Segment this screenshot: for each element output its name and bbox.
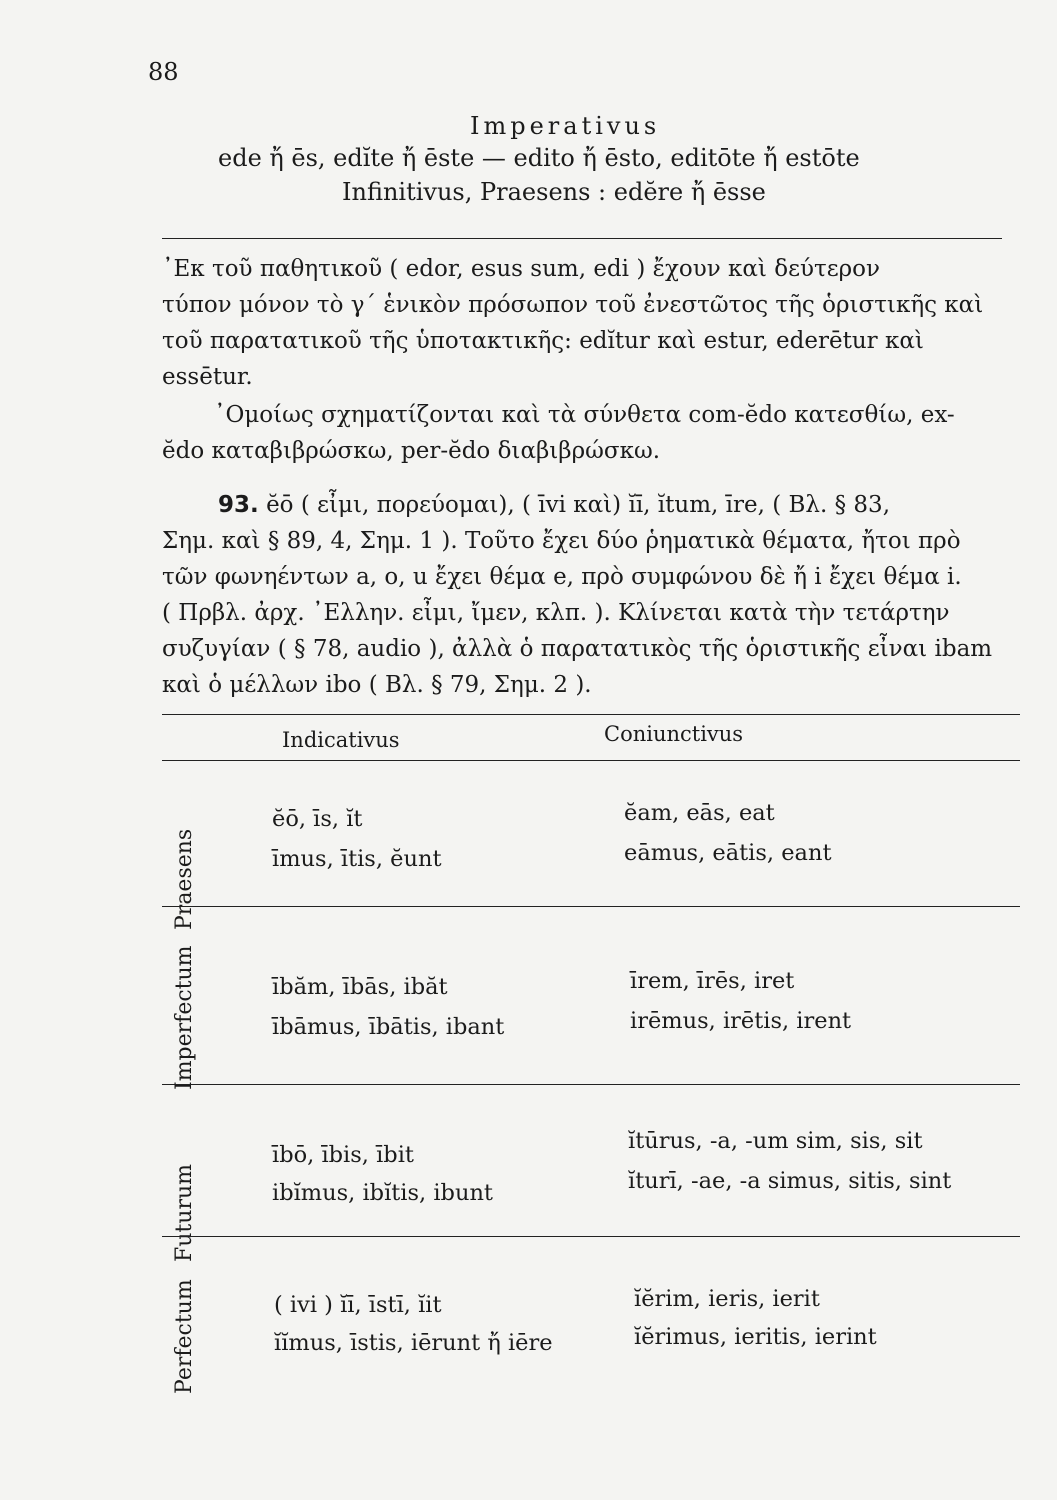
- divider: [162, 238, 1002, 239]
- table-row-rule: [162, 906, 1020, 907]
- header-coniunctivus: Coniunctivus: [604, 722, 744, 746]
- section-line: ( Πρβλ. ἀρχ. ᾿Ελλην. εἶμι, ἴμεν, κλπ. ). Κλίνεται κατὰ τὴν τετάρτην: [162, 600, 950, 626]
- imperative-heading: Imperativus: [470, 112, 661, 140]
- table-cell: ibĭmus, ibĭtis, ibunt: [272, 1180, 493, 1206]
- table-cell: irēmus, irētis, irent: [630, 1008, 852, 1034]
- table-cell: ĭĕrimus, ieritis, ierint: [634, 1324, 877, 1350]
- tense-label-futurum: Futurum: [172, 1164, 197, 1262]
- table-cell: eāmus, eātis, eant: [624, 840, 832, 866]
- table-cell: ĭĭmus, īstis, iērunt ἤ iēre: [274, 1330, 553, 1356]
- table-cell: īmus, ītis, ĕunt: [272, 846, 442, 872]
- page-number: 88: [148, 58, 179, 86]
- header-indicativus: Indicativus: [282, 728, 400, 752]
- imperative-forms: ede ἤ ēs, edĭte ἤ ēste — edito ἤ ēsto, editōte ἤ estōte: [218, 144, 860, 172]
- section-93-line: [218, 488, 890, 522]
- table-row-rule: [162, 1084, 1020, 1085]
- section-line: καὶ ὁ μέλλων ibo ( Βλ. § 79, Σημ. 2 ).: [162, 672, 592, 698]
- table-cell: ĕō, īs, ĭt: [272, 806, 363, 832]
- table-cell: ĭturī, -ae, -a simus, sitis, sint: [628, 1168, 952, 1194]
- tense-label-praesens: Praesens: [172, 828, 197, 930]
- table-top-rule: [162, 714, 1020, 715]
- tense-label-imperfectum: Imperfectum: [172, 945, 197, 1090]
- paragraph-line: ĕdo καταβιβρώσκω, per-ĕdo διαβιβρώσκω.: [162, 438, 661, 464]
- table-cell: īrem, īrēs, iret: [630, 968, 795, 994]
- table-cell: ībō, ībis, ībit: [272, 1142, 414, 1168]
- section-text: ĕō ( εἶμι, πορεύομαι), ( īvi καὶ) ĭī, ĭtum, īre, ( Βλ. § 83,: [266, 492, 891, 518]
- table-header-rule: [162, 760, 1020, 761]
- paragraph-line: τύπον μόνον τὸ γ΄ ἑνικὸν πρόσωπον τοῦ ἐνεστῶτος τῆς ὁριστικῆς καὶ: [162, 292, 984, 318]
- section-number: 93.: [218, 492, 259, 518]
- section-line: Σημ. καὶ § 89, 4, Σημ. 1 ). Τοῦτο ἔχει δύο ῥηματικὰ θέματα, ἤτοι πρὸ: [162, 528, 961, 554]
- table-cell: ( ivi ) ĭī, īstī, ĭit: [274, 1292, 442, 1318]
- table-cell: ĕam, eās, eat: [624, 800, 775, 826]
- table-cell: ĭĕrim, ieris, ierit: [634, 1286, 820, 1312]
- section-line: συζυγίαν ( § 78, audio ), ἀλλὰ ὁ παρατατικὸς τῆς ὁριστικῆς εἶναι ibam: [162, 636, 993, 662]
- table-cell: ībăm, ībās, ibăt: [272, 974, 448, 1000]
- paragraph-line: essētur.: [162, 364, 253, 390]
- tense-label-perfectum: Perfectum: [172, 1279, 197, 1394]
- infinitive-forms: Infinitivus, Praesens : edĕre ἤ ēsse: [342, 178, 766, 206]
- table-row-rule: [162, 1236, 1020, 1237]
- section-line: τῶν φωνηέντων a, o, u ἔχει θέμα e, πρὸ συμφώνου δὲ ἤ i ἔχει θέμα i.: [162, 564, 962, 590]
- paragraph-line: ᾿Ομοίως σχηματίζονται καὶ τὰ σύνθετα com-ĕdo κατεσθίω, ex-: [214, 402, 955, 428]
- paragraph-line: τοῦ παρατατικοῦ τῆς ὑποτακτικῆς: edĭtur καὶ estur, ederētur καὶ: [162, 328, 924, 354]
- table-cell: ĭtūrus, -a, -um sim, sis, sit: [628, 1128, 923, 1154]
- table-cell: ībāmus, ībātis, ibant: [272, 1014, 505, 1040]
- paragraph-line: ᾿Εκ τοῦ παθητικοῦ ( edor, esus sum, edi ) ἔχουν καὶ δεύτερον: [162, 256, 880, 282]
